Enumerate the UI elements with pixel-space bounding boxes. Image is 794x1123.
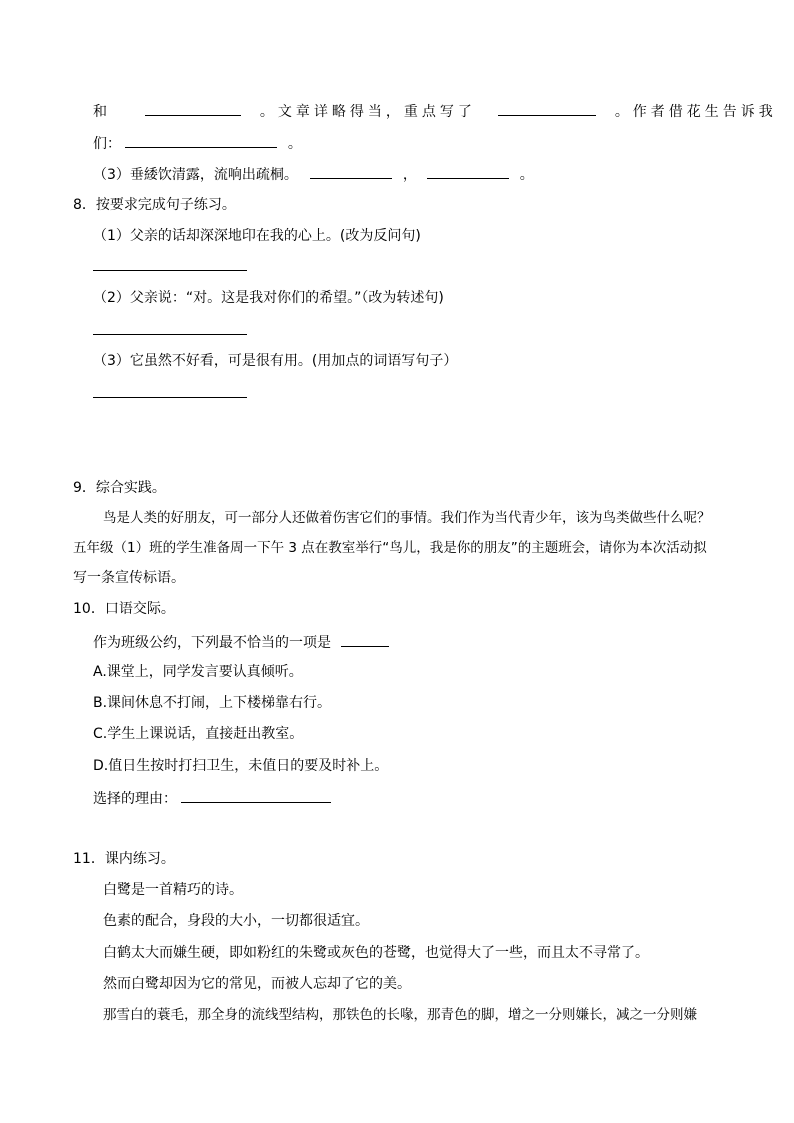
q8-item-2: （2）父亲说：“对。这是我对你们的希望。”（改为转述句) (93, 290, 444, 306)
q9-paragraph-1: 鸟是人类的好朋友，可一部分人还做着伤害它们的事情。我们作为当代青少年，该为鸟类做些什么呢？ (103, 510, 711, 526)
q10-prompt: 作为班级公约，下列最不恰当的一项是 (93, 635, 331, 651)
q8-item-3: （3）它虽然不好看，可是很有用。(用加点的词语写句子） (93, 353, 458, 369)
q10-answer-blank[interactable] (341, 631, 389, 647)
q7-sub3 (93, 163, 534, 183)
q9-title: 9．综合实践。 (73, 480, 166, 496)
q10-reason-blank[interactable] (181, 787, 331, 803)
q11-line-2: 色素的配合，身段的大小，一切都很适宜。 (103, 913, 369, 929)
q10-prompt-line (93, 631, 389, 651)
q7-text-middle: 。文章详略得当，重点写了 (259, 104, 476, 120)
q8-answer-line-3[interactable] (93, 397, 247, 398)
q10-title: 10．口语交际。 (73, 601, 175, 617)
q11-line-3: 白鹤太大而嫌生硬，即如粉红的朱鹭或灰色的苍鹭，也觉得大了一些，而且太不寻常了。 (103, 945, 649, 961)
q7-blank-2[interactable] (498, 100, 596, 116)
q7-line2 (93, 132, 302, 152)
q10-reason-line (93, 787, 331, 807)
q11-line-5: 那雪白的蓑毛，那全身的流线型结构，那铁色的长喙，那青色的脚，增之一分则嫌长，减之一分则嫌 (103, 1007, 697, 1023)
q7-blank-5[interactable] (427, 163, 509, 179)
q10-option-c: C.学生上课说话，直接赶出教室。 (93, 726, 304, 742)
q8-answer-line-1[interactable] (93, 270, 247, 271)
q8-answer-line-2[interactable] (93, 334, 247, 335)
q11-line-1: 白鹭是一首精巧的诗。 (103, 882, 243, 898)
q7-blank-4[interactable] (310, 163, 392, 179)
q7-blank-1[interactable] (145, 100, 241, 116)
q7-text-end: 。作者借花生告诉我 (614, 104, 777, 120)
q7-text-men: 们： (93, 136, 121, 152)
q7-text-period: 。 (287, 136, 302, 152)
q7-line1 (93, 100, 777, 120)
q7-text-he: 和 (93, 104, 111, 120)
q8-item-1: （1）父亲的话却深深地印在我的心上。(改为反问句) (93, 228, 421, 244)
q7-sub3-poem: （3）垂緌饮清露，流响出疏桐。 (93, 167, 298, 183)
q7-sub3-period: 。 (519, 167, 534, 183)
q10-option-d: D.值日生按时打扫卫生，未值日的要及时补上。 (93, 758, 389, 774)
q10-option-b: B.课间休息不打闹，上下楼梯靠右行。 (93, 695, 332, 711)
q10-reason-label: 选择的理由： (93, 791, 177, 807)
q9-paragraph-2: 五年级（1）班的学生准备周一下午 3 点在教室举行“鸟儿，我是你的朋友”的主题班会，请你为本次活动拟 (73, 540, 707, 556)
q8-title: 8．按要求完成句子练习。 (73, 197, 236, 213)
q7-sub3-comma: ， (402, 167, 417, 183)
q9-paragraph-3: 写一条宣传标语。 (73, 570, 185, 586)
q7-blank-3[interactable] (125, 132, 277, 148)
q11-title: 11．课内练习。 (73, 851, 175, 867)
q11-line-4: 然而白鹭却因为它的常见，而被人忘却了它的美。 (103, 976, 411, 992)
q10-option-a: A.课堂上，同学发言要认真倾听。 (93, 664, 303, 680)
